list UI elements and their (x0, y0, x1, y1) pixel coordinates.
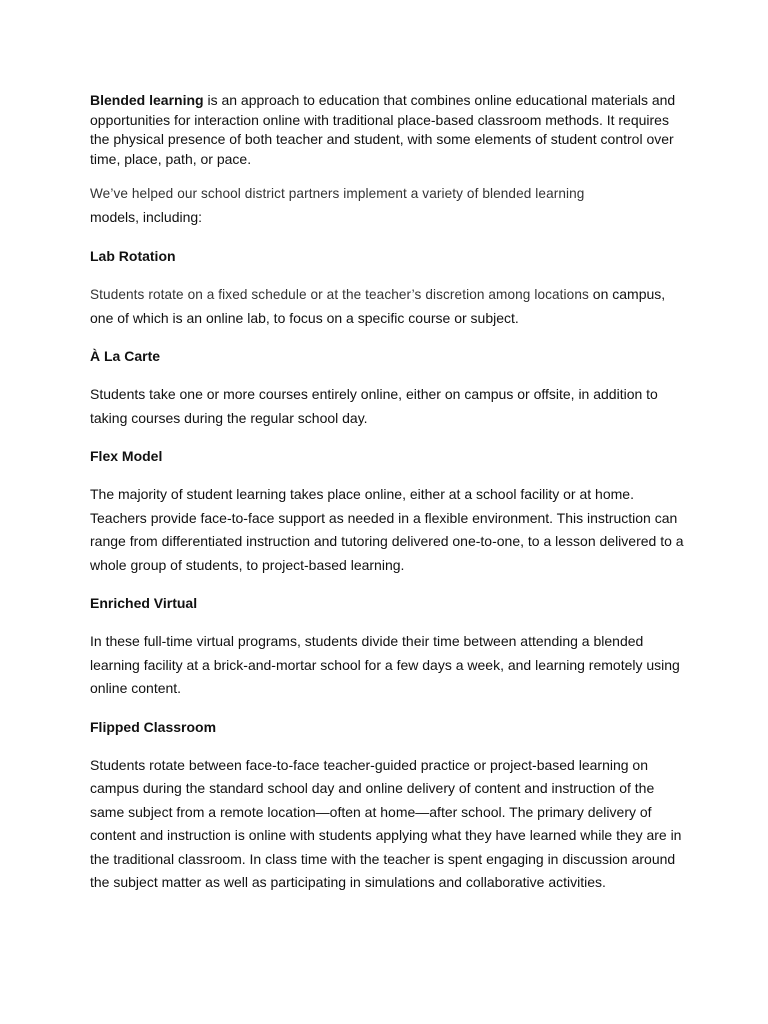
lead-paragraph (90, 182, 690, 229)
section-body-part-2: on campus, one of which is an online lab, to focus on a specific course or subject. (90, 286, 666, 326)
intro-term: Blended learning (90, 92, 204, 108)
intro-paragraph (90, 91, 690, 169)
section-heading: À La Carte (90, 348, 161, 364)
section-body: Students take one or more courses entirely online, either on campus or offsite, in addition to taking courses during the regular school day. (90, 386, 658, 426)
section-heading: Enriched Virtual (90, 595, 198, 611)
document-page (90, 91, 690, 912)
section-body: Students rotate between face-to-face teacher-guided practice or project-based learning on campus during the standard school day and online delivery of content and instruction of the same subject from a remote location—often at home—after school. The primary delivery of content and instruction is online with students applying what they have learned while they are in the traditional classroom. In class time with the teacher is spent engaging in discussion around the subject matter as well as participating in simulations and collaborative activities. (90, 756, 682, 890)
section-heading: Flex Model (90, 448, 163, 464)
section-body: In these full-time virtual programs, students divide their time between attending a blended learning facility at a brick-and-mortar school for a few days a week, and learning remotely using online content. (90, 633, 680, 696)
section-lab-rotation (90, 247, 690, 330)
lead-line-2: models, including: (90, 208, 203, 225)
section-a-la-carte (90, 347, 690, 430)
intro-definition: is an approach to education that combines online educational materials and opportunities for interaction online with traditional place-based classroom methods. It requires the physical presence of both teacher and student, with some elements of student control over time, place, path, or pace. (90, 92, 676, 167)
section-body (90, 283, 690, 330)
section-body-part-1: Students rotate on a fixed schedule or at the teacher’s discretion among locations (90, 287, 589, 302)
lead-line-1: We’ve helped our school district partners implement a variety of blended learning (90, 186, 585, 201)
section-flipped-classroom (90, 718, 690, 895)
section-heading: Lab Rotation (90, 248, 176, 264)
section-enriched-virtual (90, 594, 690, 701)
section-flex-model (90, 447, 690, 577)
section-body: The majority of student learning takes place online, either at a school facility or at home. Teachers provide face-to-face support as needed in a flexible environment. This instruction can range from differentiated instruction and tutoring delivered one-to-one, to a lesson delivered to a whole group of students, to project-based learning. (90, 486, 684, 573)
section-heading: Flipped Classroom (90, 718, 217, 735)
